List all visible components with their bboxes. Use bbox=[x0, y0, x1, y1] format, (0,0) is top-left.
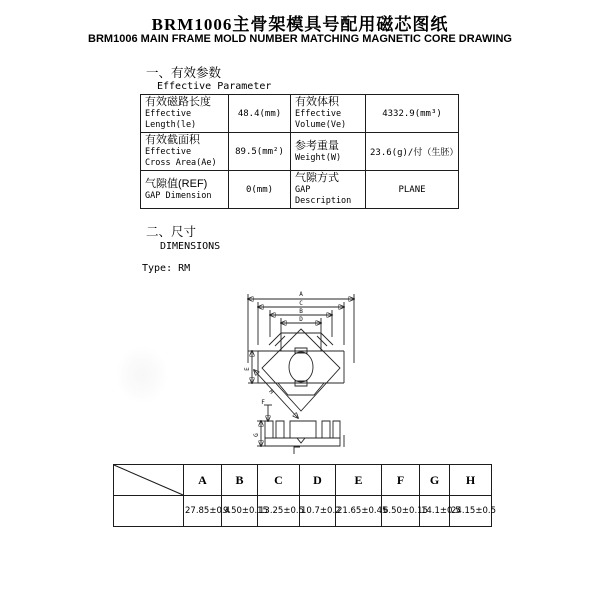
diagonal-corner-cell bbox=[114, 465, 184, 496]
param-value-cell: 48.4(mm) bbox=[229, 95, 291, 133]
param-value-cell: 23.6(g)/付（生胚） bbox=[366, 133, 459, 171]
param-value-cell: 4332.9(mm³) bbox=[366, 95, 459, 133]
dimension-table bbox=[113, 464, 496, 527]
side-view-tooth bbox=[333, 421, 340, 438]
param-label-en: Volume(Ve) bbox=[295, 120, 347, 130]
dim-value: 27.85±0.4 bbox=[184, 496, 222, 527]
core-wing-edge bbox=[269, 333, 281, 345]
side-view-notch bbox=[297, 438, 305, 443]
dim-value: 14.1±0.5 bbox=[420, 496, 450, 527]
document-title-zh: BRM1006主骨架模具号配用磁芯图纸 bbox=[151, 15, 449, 34]
side-view-base bbox=[265, 438, 340, 446]
table-header-row bbox=[114, 465, 492, 496]
table-row bbox=[141, 95, 459, 133]
dim-label-E: E bbox=[244, 367, 251, 371]
dim-line-H bbox=[254, 370, 298, 418]
param-label-cell bbox=[141, 133, 229, 171]
dim-label-G: G bbox=[253, 433, 260, 437]
dim-label-D: D bbox=[299, 316, 303, 323]
param-label-cell bbox=[291, 171, 366, 209]
table-row bbox=[141, 171, 459, 209]
effective-parameter-table bbox=[140, 94, 459, 209]
section1-heading-zh: 一、有效参数 bbox=[146, 66, 222, 80]
side-view-center-post bbox=[290, 421, 316, 438]
param-value-cell: 89.5(mm²) bbox=[229, 133, 291, 171]
dim-header: F bbox=[382, 465, 420, 496]
dim-header: A bbox=[184, 465, 222, 496]
dim-label-C: C bbox=[299, 300, 303, 307]
param-label-zh: 有效磁路长度 bbox=[145, 96, 211, 108]
param-label-zh: 气隙方式 bbox=[295, 172, 339, 184]
side-view-tooth bbox=[322, 421, 330, 438]
dim-header: G bbox=[420, 465, 450, 496]
core-wing-edge bbox=[321, 333, 333, 345]
dim-label-H: H bbox=[267, 388, 275, 396]
core-diamond-outline bbox=[262, 329, 340, 411]
dim-header: C bbox=[258, 465, 300, 496]
param-label-en: Weight(W) bbox=[295, 152, 342, 163]
param-label-cell bbox=[291, 95, 366, 133]
core-drawing bbox=[228, 283, 384, 460]
table-row bbox=[114, 496, 492, 527]
center-post-circle bbox=[289, 352, 313, 382]
diagonal-line bbox=[114, 465, 183, 495]
param-label-en: GAP Dimension bbox=[145, 190, 212, 201]
param-label-en: Cross Area(Ae) bbox=[145, 158, 217, 168]
param-value-cell: PLANE bbox=[366, 171, 459, 209]
param-label-en: Effective bbox=[145, 109, 192, 119]
dim-header: B bbox=[222, 465, 258, 496]
dim-value: 6.50±0.15 bbox=[382, 496, 420, 527]
param-label-en: Length(le) bbox=[145, 120, 197, 130]
dim-header: D bbox=[300, 465, 336, 496]
side-view-tooth bbox=[276, 421, 284, 438]
dim-label-A: A bbox=[299, 291, 303, 298]
param-label-cell bbox=[141, 95, 229, 133]
empty-cell bbox=[114, 496, 184, 527]
param-label-zh: 有效体积 bbox=[295, 96, 339, 108]
param-label-en: Effective bbox=[295, 109, 342, 119]
param-label-cell bbox=[141, 171, 229, 209]
document-title-en: BRM1006 MAIN FRAME MOLD NUMBER MATCHING MAGNETIC CORE DRAWING bbox=[88, 33, 512, 45]
dim-value: 24.15±0.5 bbox=[450, 496, 492, 527]
dim-label-F: F bbox=[261, 399, 265, 406]
section1-heading-en: Effective Parameter bbox=[157, 81, 272, 92]
param-value-cell: 0(mm) bbox=[229, 171, 291, 209]
param-label-cell bbox=[291, 133, 366, 171]
dim-header: E bbox=[336, 465, 382, 496]
dim-value: 21.65±0.45 bbox=[336, 496, 382, 527]
param-label-zh: 气隙值(REF) bbox=[145, 177, 208, 190]
param-label-en: Effective bbox=[145, 147, 192, 157]
scan-artifact bbox=[116, 346, 168, 404]
core-type-label: Type: RM bbox=[142, 263, 191, 274]
section2-heading-en: DIMENSIONS bbox=[160, 241, 221, 252]
table-row bbox=[141, 133, 459, 171]
dim-value: 10.7±0.2 bbox=[300, 496, 336, 527]
scan-mark bbox=[294, 447, 300, 454]
dim-value: 13.25±0.5 bbox=[258, 496, 300, 527]
dim-value: 9.50±0.15 bbox=[222, 496, 258, 527]
param-label-en: GAP Description bbox=[295, 185, 352, 206]
section2-heading-zh: 二、尺寸 bbox=[146, 225, 197, 239]
side-view-tooth bbox=[265, 421, 273, 438]
param-label-zh: 有效截面积 bbox=[145, 134, 200, 146]
dim-label-B: B bbox=[299, 308, 303, 315]
dim-header: H bbox=[450, 465, 492, 496]
param-label-zh: 参考重量 bbox=[295, 139, 339, 152]
